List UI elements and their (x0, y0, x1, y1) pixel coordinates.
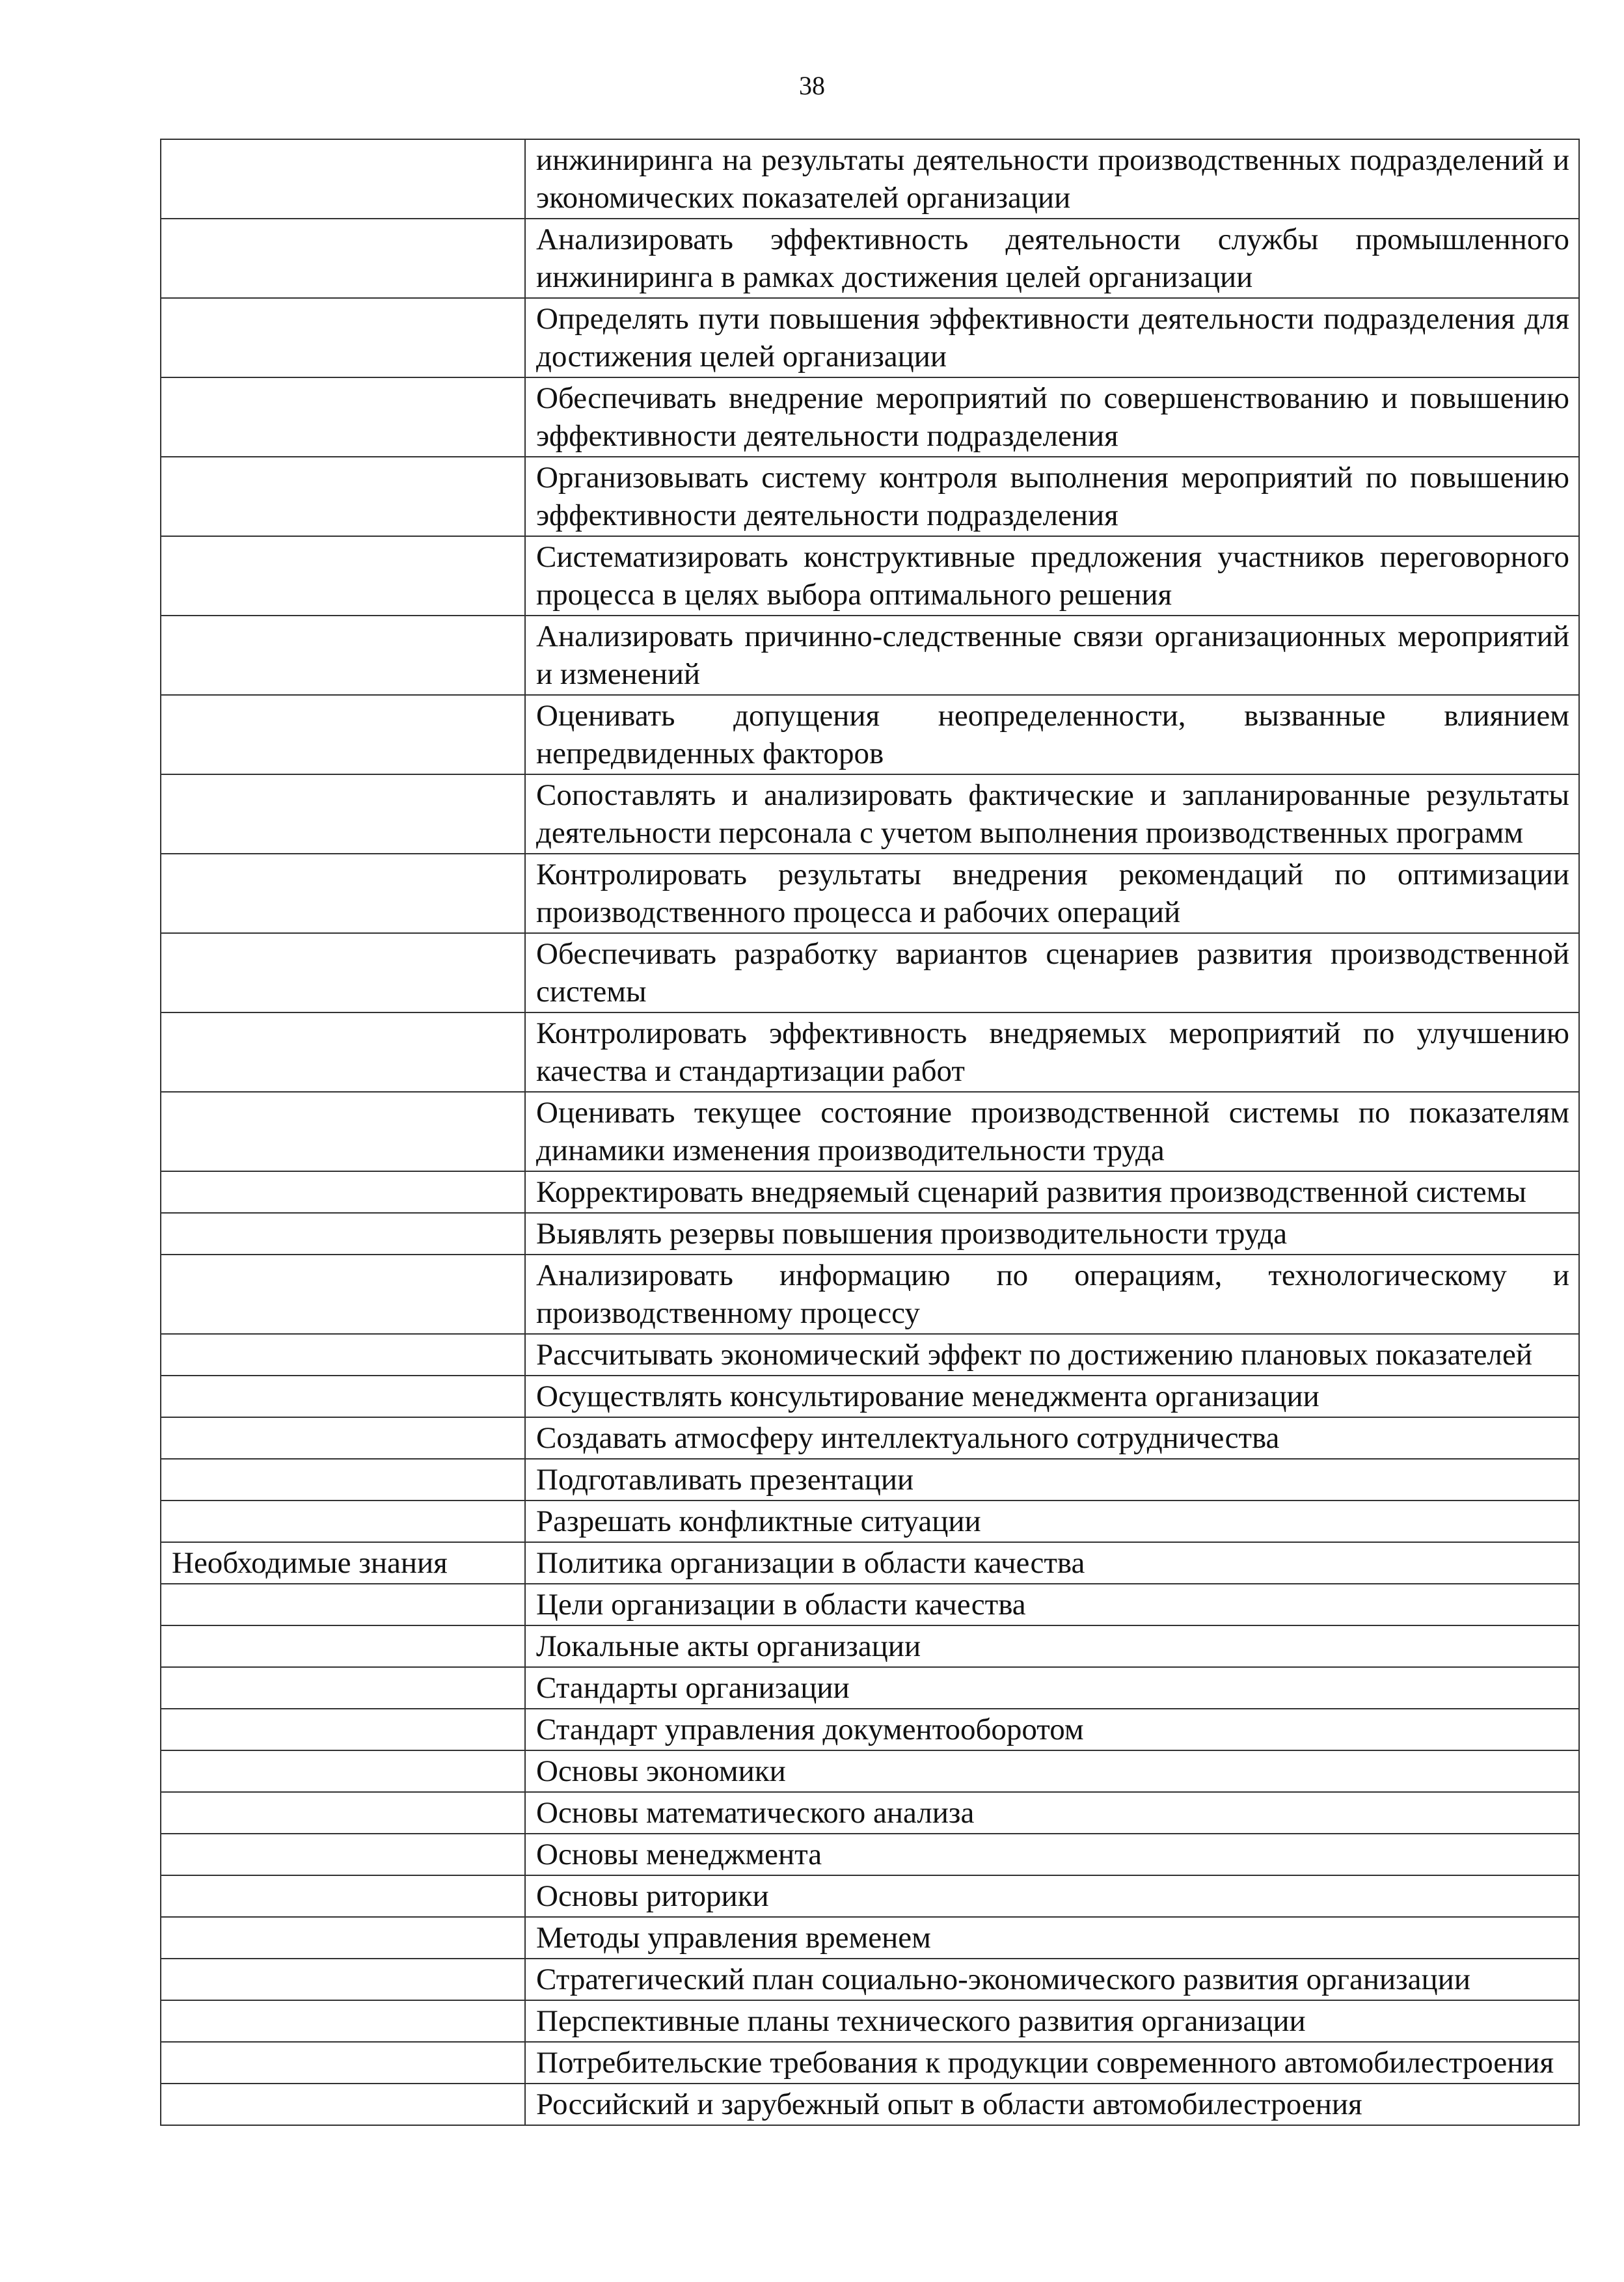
knowledge-row (161, 1959, 1579, 2000)
skills-label-continuation (161, 695, 525, 774)
skills-item: Создавать атмосферу интеллектуального сотрудничества (525, 1417, 1579, 1459)
skills-label-continuation (161, 1334, 525, 1376)
competency-table (160, 139, 1580, 2126)
skills-row (161, 1213, 1579, 1255)
skills-item: Контролировать эффективность внедряемых мероприятий по улучшению качества и стандартизации работ (525, 1012, 1579, 1092)
skills-label-continuation (161, 1501, 525, 1542)
skills-label-continuation (161, 377, 525, 457)
knowledge-item: Основы риторики (525, 1875, 1579, 1917)
knowledge-item: Стратегический план социально-экономического развития организации (525, 1959, 1579, 2000)
knowledge-item: Методы управления временем (525, 1917, 1579, 1959)
skills-row (161, 457, 1579, 536)
knowledge-item: Стандарт управления документооборотом (525, 1709, 1579, 1750)
knowledge-row (161, 1667, 1579, 1709)
skills-row (161, 536, 1579, 616)
knowledge-label-continuation (161, 2042, 525, 2084)
skills-label-continuation (161, 616, 525, 695)
skills-row (161, 774, 1579, 854)
skills-row (161, 1171, 1579, 1213)
skills-row (161, 1501, 1579, 1542)
knowledge-item: Цели организации в области качества (525, 1584, 1579, 1625)
skills-row (161, 377, 1579, 457)
knowledge-item: Потребительские требования к продукции современного автомобилестроения (525, 2042, 1579, 2084)
skills-item: Определять пути повышения эффективности деятельности подразделения для достижения целей организации (525, 298, 1579, 377)
skills-label-continuation (161, 933, 525, 1012)
skills-row (161, 933, 1579, 1012)
skills-item: Обеспечивать разработку вариантов сценариев развития производственной системы (525, 933, 1579, 1012)
skills-row (161, 1376, 1579, 1417)
skills-label-continuation (161, 1376, 525, 1417)
knowledge-label-continuation (161, 1625, 525, 1667)
knowledge-label-continuation (161, 1959, 525, 2000)
skills-label-continuation (161, 536, 525, 616)
skills-item: Организовывать систему контроля выполнения мероприятий по повышению эффективности деятельности подразделения (525, 457, 1579, 536)
skills-label-continuation (161, 219, 525, 298)
skills-item: Контролировать результаты внедрения рекомендаций по оптимизации производственного процесса и рабочих операций (525, 854, 1579, 933)
skills-label-continuation (161, 1171, 525, 1213)
knowledge-row (161, 1542, 1579, 1584)
skills-row (161, 616, 1579, 695)
skills-item: Обеспечивать внедрение мероприятий по совершенствованию и повышению эффективности деятельности подразделения (525, 377, 1579, 457)
skills-item: инжиниринга на результаты деятельности производственных подразделений и экономических показателей организации (525, 139, 1579, 219)
skills-item: Анализировать причинно-следственные связи организационных мероприятий и изменений (525, 616, 1579, 695)
knowledge-label-continuation (161, 1792, 525, 1834)
skills-row (161, 139, 1579, 219)
skills-row (161, 1092, 1579, 1171)
skills-label-continuation (161, 1012, 525, 1092)
table-body (161, 139, 1579, 2125)
skills-label-continuation (161, 457, 525, 536)
knowledge-row (161, 1750, 1579, 1792)
skills-item: Систематизировать конструктивные предложения участников переговорного процесса в целях выбора оптимального решения (525, 536, 1579, 616)
skills-item: Выявлять резервы повышения производительности труда (525, 1213, 1579, 1255)
skills-item: Корректировать внедряемый сценарий развития производственной системы (525, 1171, 1579, 1213)
knowledge-row (161, 1584, 1579, 1625)
skills-item: Подготавливать презентации (525, 1459, 1579, 1501)
skills-label (161, 139, 525, 219)
knowledge-row (161, 1917, 1579, 1959)
skills-label-continuation (161, 1213, 525, 1255)
knowledge-label-continuation (161, 1584, 525, 1625)
skills-row (161, 854, 1579, 933)
skills-item: Анализировать информацию по операциям, технологическому и производственному процессу (525, 1255, 1579, 1334)
skills-item: Оценивать текущее состояние производственной системы по показателям динамики изменения производительности труда (525, 1092, 1579, 1171)
skills-label-continuation (161, 1459, 525, 1501)
knowledge-row (161, 1792, 1579, 1834)
skills-item: Разрешать конфликтные ситуации (525, 1501, 1579, 1542)
knowledge-row (161, 1625, 1579, 1667)
knowledge-item: Российский и зарубежный опыт в области автомобилестроения (525, 2084, 1579, 2125)
skills-row (161, 1255, 1579, 1334)
knowledge-item: Основы экономики (525, 1750, 1579, 1792)
knowledge-item: Основы математического анализа (525, 1792, 1579, 1834)
skills-item: Осуществлять консультирование менеджмента организации (525, 1376, 1579, 1417)
knowledge-label: Необходимые знания (161, 1542, 525, 1584)
page-number: 38 (799, 71, 825, 100)
knowledge-item: Политика организации в области качества (525, 1542, 1579, 1584)
skills-item: Оценивать допущения неопределенности, вызванные влиянием непредвиденных факторов (525, 695, 1579, 774)
knowledge-row (161, 1834, 1579, 1875)
knowledge-row (161, 2042, 1579, 2084)
skills-label-continuation (161, 298, 525, 377)
skills-label-continuation (161, 774, 525, 854)
knowledge-label-continuation (161, 2084, 525, 2125)
knowledge-label-continuation (161, 1709, 525, 1750)
skills-item: Анализировать эффективность деятельности службы промышленного инжиниринга в рамках достижения целей организации (525, 219, 1579, 298)
knowledge-label-continuation (161, 1750, 525, 1792)
skills-label-continuation (161, 1255, 525, 1334)
skills-row (161, 1012, 1579, 1092)
knowledge-row (161, 1709, 1579, 1750)
knowledge-label-continuation (161, 1667, 525, 1709)
knowledge-label-continuation (161, 1834, 525, 1875)
skills-item: Рассчитывать экономический эффект по достижению плановых показателей (525, 1334, 1579, 1376)
skills-row (161, 298, 1579, 377)
skills-item: Сопоставлять и анализировать фактические и запланированные результаты деятельности персонала с учетом выполнения производственных программ (525, 774, 1579, 854)
knowledge-item: Локальные акты организации (525, 1625, 1579, 1667)
knowledge-label-continuation (161, 2000, 525, 2042)
skills-label-continuation (161, 854, 525, 933)
skills-row (161, 1459, 1579, 1501)
skills-label-continuation (161, 1417, 525, 1459)
skills-row (161, 219, 1579, 298)
knowledge-row (161, 1875, 1579, 1917)
knowledge-label-continuation (161, 1917, 525, 1959)
knowledge-item: Перспективные планы технического развития организации (525, 2000, 1579, 2042)
knowledge-row (161, 2000, 1579, 2042)
knowledge-item: Основы менеджмента (525, 1834, 1579, 1875)
skills-row (161, 1417, 1579, 1459)
skills-row (161, 695, 1579, 774)
knowledge-row (161, 2084, 1579, 2125)
skills-row (161, 1334, 1579, 1376)
skills-label-continuation (161, 1092, 525, 1171)
knowledge-label-continuation (161, 1875, 525, 1917)
knowledge-item: Стандарты организации (525, 1667, 1579, 1709)
